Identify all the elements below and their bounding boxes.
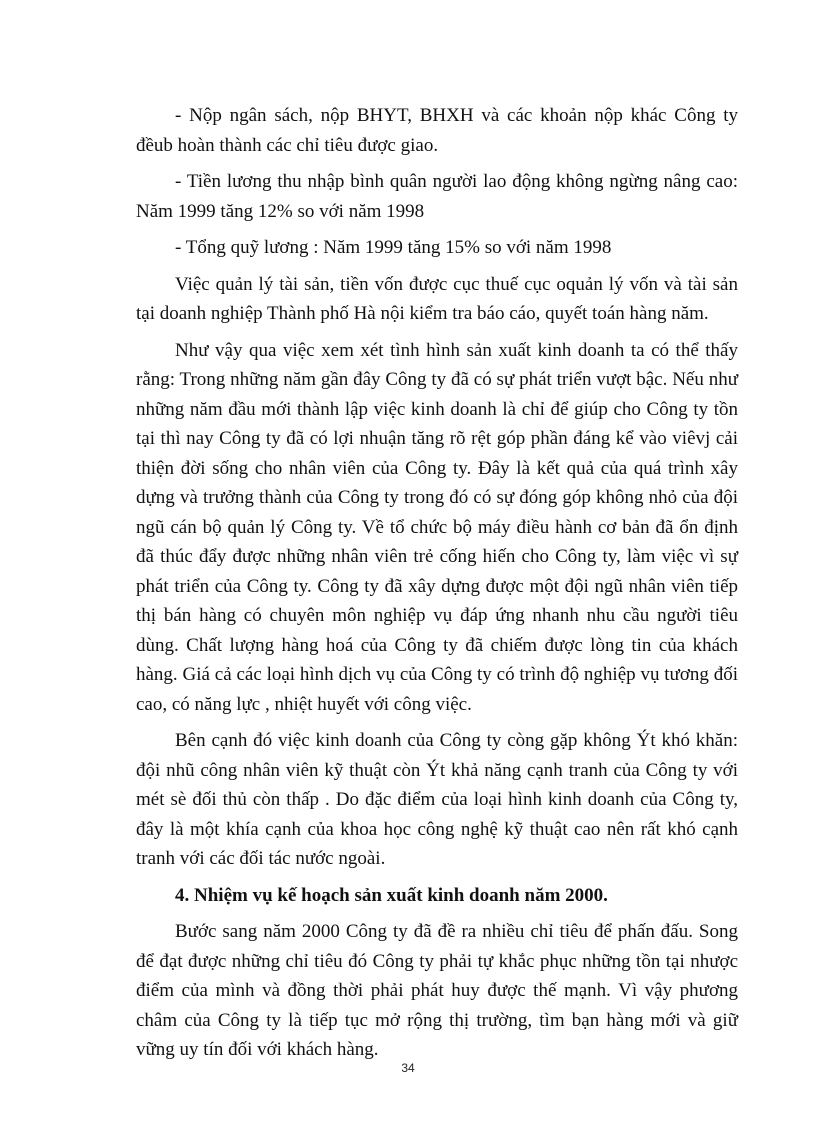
paragraph-business-review: Như vậy qua việc xem xét tình hình sản xuất kinh doanh ta có thể thấy rằng: Trong những năm gần đây Công ty đã có sự phát triển vượt bậc. Nếu như những năm đầu mới thành lập việc kinh doanh là chỉ để giúp cho Công ty tồn tại thì nay Công ty đã có lợi nhuận tăng rõ rệt góp phần đáng kể vào viêvj cải thiện đời sống cho nhân viên của Công ty. Đây là kết quả của quá trình xây dựng và trưởng thành của Công ty trong đó có sự đóng góp không nhỏ của đội ngũ cán bộ quản lý Công ty. Về tổ chức bộ máy điều hành cơ bản đã ổn định đã thúc đẩy được những nhân viên trẻ cống hiến cho Công ty, làm việc vì sự phát triển của Công ty. Công ty đã xây dựng được một đội ngũ nhân viên tiếp thị bán hàng có chuyên môn nghiệp vụ đáp ứng nhanh nhu cầu người tiêu dùng. Chất lượng hàng hoá của Công ty đã chiếm được lòng tin của khách hàng. Giá cả các loại hình dịch vụ của Công ty có trình độ nghiệp vụ tương đối cao, có năng lực , nhiệt huyết với công việc. xyxy=(136,339,738,715)
page-number: 34 xyxy=(401,1061,415,1075)
page-content xyxy=(136,101,738,1065)
paragraph-asset-management: Việc quản lý tài sản, tiền vốn được cục thuế cục oquản lý vốn và tài sản tại doanh nghiệp Thành phố Hà nội kiểm tra báo cáo, quyết toán hàng năm. xyxy=(136,273,738,324)
paragraph-salary-fund: - Tổng quỹ lương : Năm 1999 tăng 15% so với năm 1998 xyxy=(175,237,612,258)
paragraph-plan-2000: Bước sang năm 2000 Công ty đã đề ra nhiều chỉ tiêu để phấn đấu. Song để đạt được những chỉ tiêu đó Công ty phải tự khắc phục những tồn tại nhược điểm của mình và đồng thời phải phát huy được thế mạnh. Vì vậy phương châm của Công ty là tiếp tục mở rộng thị trường, tìm bạn hàng mới và giữ vững uy tín đối với khách hàng. xyxy=(136,921,738,1060)
paragraph-difficulties: Bên cạnh đó việc kinh doanh của Công ty còng gặp không Ýt khó khăn: đội nhũ công nhân viên kỹ thuật còn Ýt khả năng cạnh tranh của Công ty với mét sè đối thủ còn thấp . Do đặc điểm của loại hình kinh doanh của Công ty, đây là một khía cạnh của khoa học công nghệ kỹ thuật cao nên rất khó cạnh tranh với các đối tác nước ngoài. xyxy=(136,730,738,869)
section-heading: 4. Nhiệm vụ kế hoạch sản xuất kinh doanh năm 2000. xyxy=(175,884,608,906)
paragraph-salary-income: - Tiền lương thu nhập bình quân người lao động không ngừng nâng cao: Năm 1999 tăng 12% so với năm 1998 xyxy=(136,171,738,222)
paragraph-budget: - Nộp ngân sách, nộp BHYT, BHXH và các khoản nộp khác Công ty đềub hoàn thành các chỉ tiêu được giao. xyxy=(136,105,738,156)
